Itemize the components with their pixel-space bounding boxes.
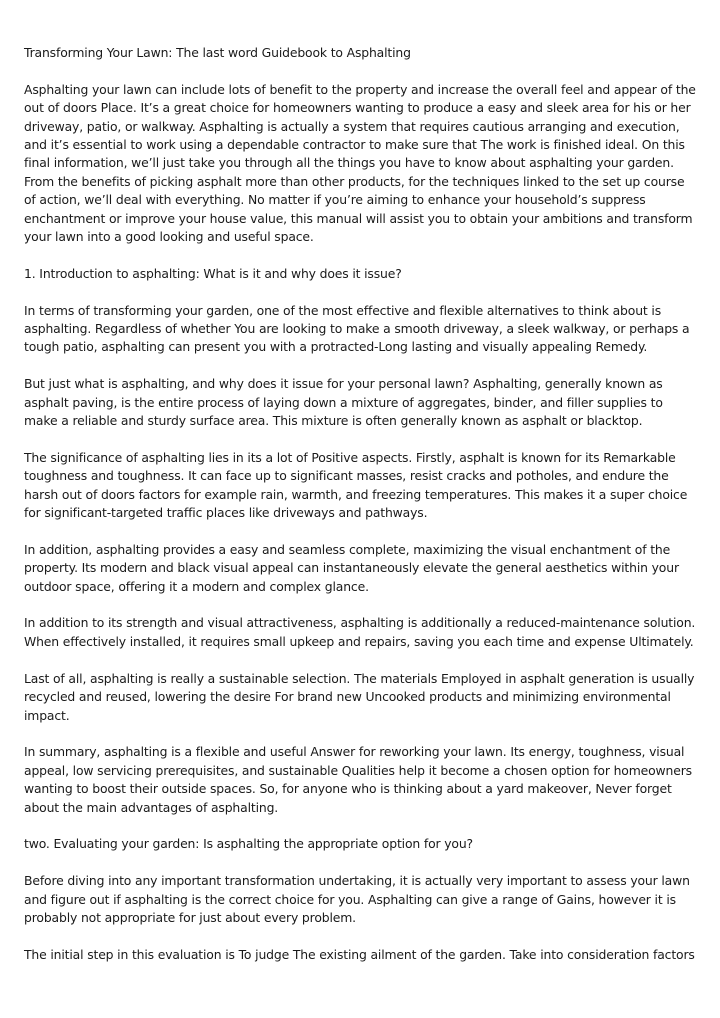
- paragraph: In terms of transforming your garden, one of the most effective and flexible alternatives to think about is asphalting. Regardless of whether You are looking to make a smooth driveway, a sleek walkway, or perhaps a tough patio, asphalting can present you with a protracted-Long lasting and visually appealing Remedy.: [24, 302, 690, 355]
- document-title: Transforming Your Lawn: The last word Guidebook to Asphalting: [24, 45, 411, 60]
- section-heading-2: two. Evaluating your garden: Is asphalting the appropriate option for you?: [24, 836, 473, 852]
- paragraph: The significance of asphalting lies in its a lot of Positive aspects. Firstly, asphalt is known for its Remarkable toughness and toughness. It can face up to significant masses, resist cracks and potholes, and endure the harsh out of doors factors for example rain, warmth, and freezing temperatures. This makes it a super choice for significant-targeted traffic places like driveways and pathways.: [24, 449, 688, 521]
- section-heading-1: 1. Introduction to asphalting: What is it and why does it issue?: [24, 265, 402, 281]
- paragraph: In addition to its strength and visual attractiveness, asphalting is additionally a reduced-maintenance solution. When effectively installed, it requires small upkeep and repairs, saving you each time and expense Ultimately.: [24, 615, 696, 649]
- paragraph: Before diving into any important transformation undertaking, it is actually very important to assess your lawn and figure out if asphalting is the correct choice for you. Asphalting can give a range of Gains, however it is probably not appropriate for just about every problem.: [24, 873, 690, 925]
- paragraph: Last of all, asphalting is really a sustainable selection. The materials Employed in asphalt generation is usually recycled and reused, lowering the desire For brand new Uncooked products and minimizing environmental impact.: [24, 670, 695, 723]
- paragraph: But just what is asphalting, and why does it issue for your personal lawn? Asphalting, generally known as asphalt paving, is the entire process of laying down a mixture of aggregates, binder, and filler supplies to make a reliable and sturdy surface area. This mixture is often generally known as asphalt or blacktop.: [24, 376, 663, 429]
- paragraph-intro: Asphalting your lawn can include lots of benefit to the property and increase the overall feel and appear of the out of doors Place. It’s a great choice for homeowners wanting to produce a easy and sleek area for his or her driveway, patio, or walkway. Asphalting is actually a system that requires cautious arranging and execution, and it’s essential to work using a dependable contractor to make sure that The work is finished ideal. On this final information, we’ll just take you through all the things you have to know about asphalting your garden. From the benefits of picking asphalt more than other products, for the techniques linked to the set up course of action, we’ll deal with everything. No matter if you’re aiming to enhance your household’s suppress enchantment or improve your house value, this manual will assist you to obtain your ambitions and transform your lawn into a good looking and useful space.: [24, 81, 696, 245]
- paragraph: In addition, asphalting provides a easy and seamless complete, maximizing the visual enchantment of the property. Its modern and black visual appeal can instantaneously elevate the general aesthetics within your outdoor space, offering it a modern and complex glance.: [24, 541, 679, 594]
- paragraph: In summary, asphalting is a flexible and useful Answer for reworking your lawn. Its energy, toughness, visual appeal, low servicing prerequisites, and sustainable Qualities help it become a chosen option for homeowners wanting to boost their outside spaces. So, for anyone who is thinking about a yard makeover, Never forget about the main advantages of asphalting.: [24, 744, 692, 815]
- paragraph: The initial step in this evaluation is To judge The existing ailment of the garden. Take into consideration factors: [24, 946, 695, 962]
